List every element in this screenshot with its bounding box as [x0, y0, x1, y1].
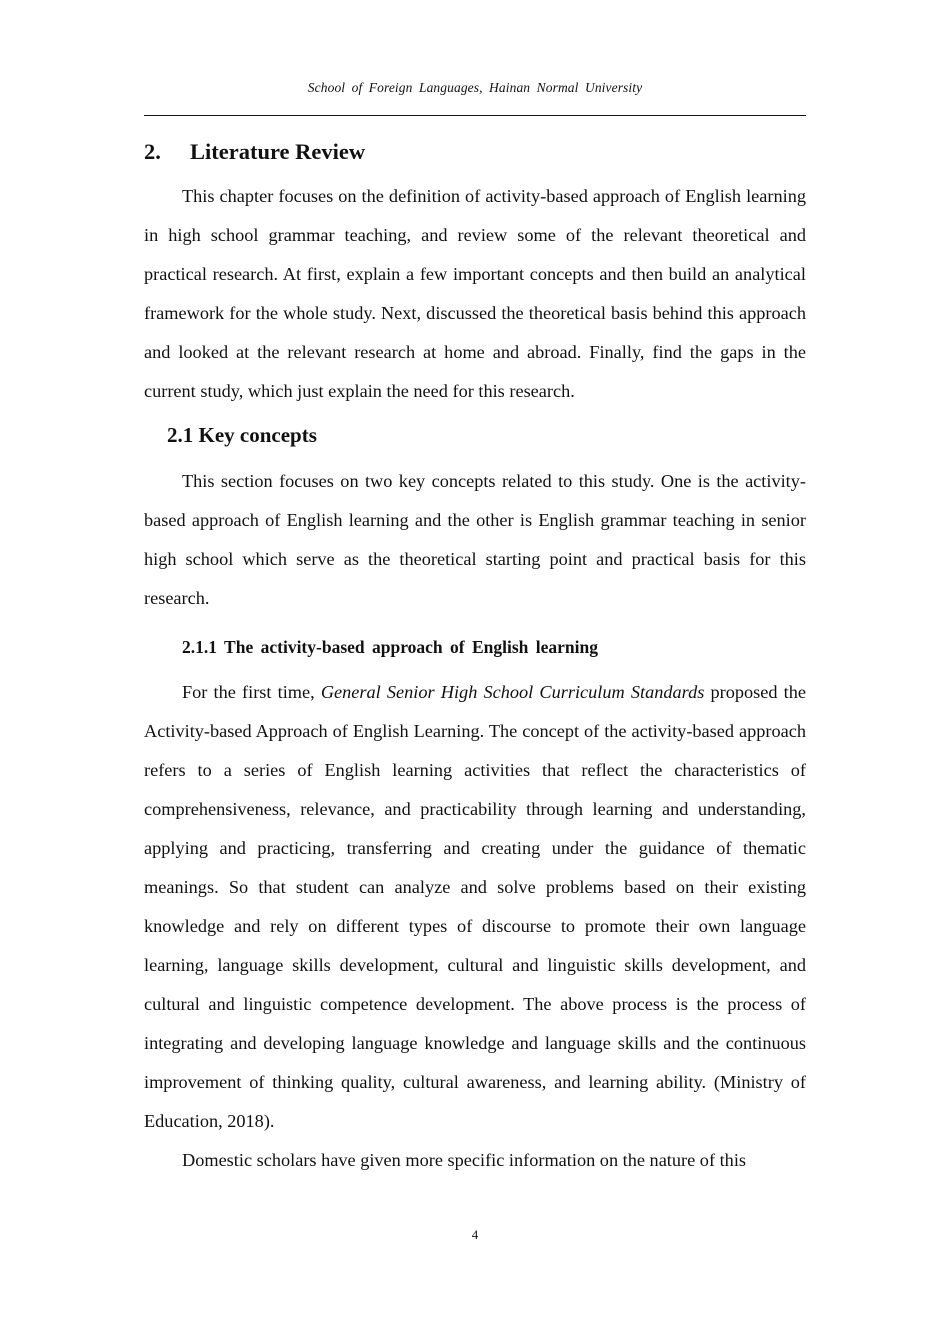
chapter-number: 2.	[144, 139, 161, 164]
subsection-paragraph-1	[144, 673, 806, 1141]
subsection-paragraph-2: Domestic scholars have given more specific information on the nature of this	[182, 1150, 747, 1170]
section-2-1-paragraph: This section focuses on two key concepts related to this study. One is the activity-based approach of English learning and the other is English grammar teaching in senior high school which serve as the theoretical starting point and practical basis for this research.	[144, 471, 806, 608]
chapter-heading	[144, 136, 806, 168]
subsection-heading-2-1-1: 2.1.1 The activity-based approach of English learning	[182, 637, 599, 657]
paragraph-lead: For the first time,	[182, 682, 321, 702]
curriculum-standards-title: General Senior High School Curriculum Standards	[320, 682, 705, 702]
page-number: 4	[471, 1227, 479, 1242]
intro-paragraph: This chapter focuses on the definition of activity-based approach of English learning in high school grammar teaching, and review some of the relevant theoretical and practical research. At first, explain a few important concepts and then build an analytical framework for the whole study. Next, discussed the theoretical basis behind this approach and looked at the relevant research at home and abroad. Finally, find the gaps in the current study, which just explain the need for this research.	[144, 186, 806, 401]
header-rule	[144, 115, 806, 116]
section-heading-2-1: 2.1 Key concepts	[167, 423, 317, 447]
page-content	[144, 136, 806, 1180]
running-header: School of Foreign Languages, Hainan Normal University	[307, 80, 643, 95]
paragraph-rest: proposed the Activity-based Approach of English Learning. The concept of the activity-based approach refers to a series of English learning activities that reflect the characteristics of comprehensiveness, relevance, and practicability through learning and understanding, applying and practicing, transferring and creating under the guidance of thematic meanings. So that student can analyze and solve problems based on their existing knowledge and rely on different types of discourse to promote their own language learning, language skills development, cultural and linguistic skills development, and cultural and linguistic competence development. The above process is the process of integrating and developing language knowledge and language skills and the continuous improvement of thinking quality, cultural awareness, and learning ability. (Ministry of Education, 2018).	[144, 682, 806, 1131]
chapter-title: Literature Review	[190, 139, 366, 164]
